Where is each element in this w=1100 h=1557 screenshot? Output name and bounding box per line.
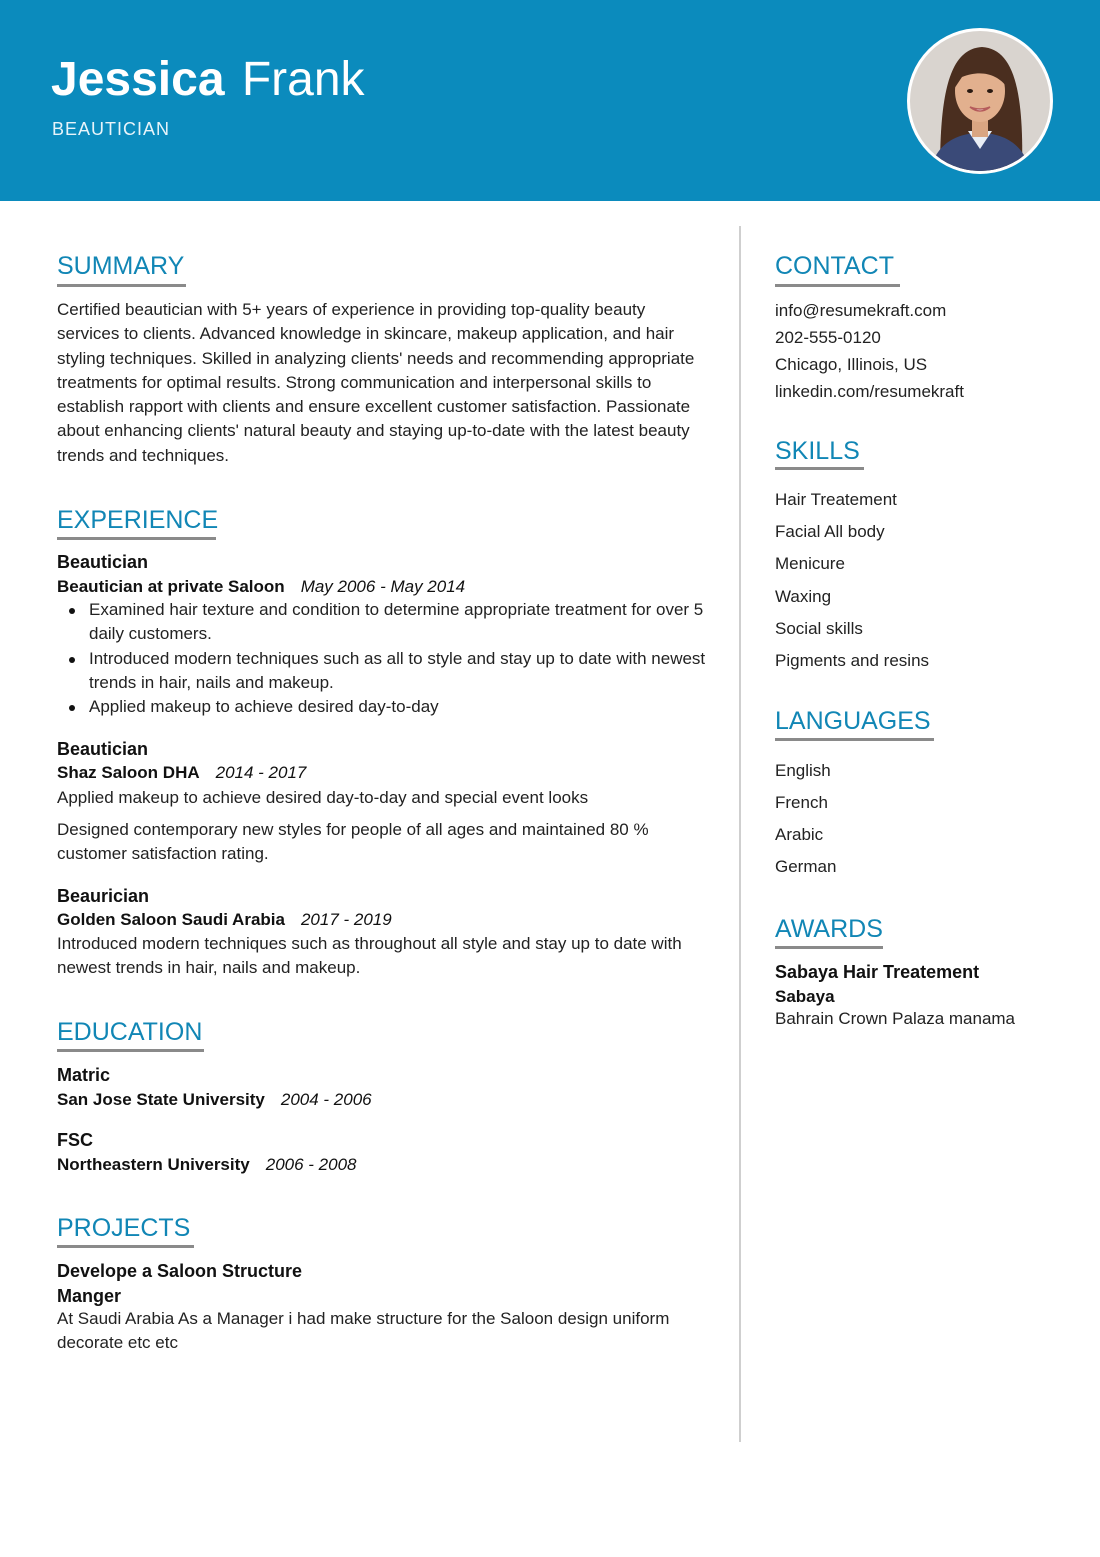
job-3-title: Beaurician (57, 886, 150, 906)
job-2-company: Shaz Saloon DHA (57, 763, 200, 782)
profile-photo-icon (910, 31, 1050, 171)
education-heading: EDUCATION (57, 1018, 203, 1046)
education-1-line (57, 1089, 372, 1111)
job-2-desc-1: Applied makeup to achieve desired day-to-day and special event looks (57, 788, 589, 807)
job-2-company-line (57, 762, 306, 784)
education-1-degree: Matric (57, 1065, 111, 1085)
job-1-dates: May 2006 - May 2014 (300, 577, 466, 596)
first-name: Jessica (51, 53, 225, 106)
summary-heading: SUMMARY (57, 252, 185, 280)
skills-list (775, 484, 929, 677)
contact-linkedin[interactable]: linkedin.com/resumekraft (775, 382, 964, 401)
job-title: BEAUTICIAN (52, 119, 171, 139)
education-2-dates: 2006 - 2008 (265, 1155, 357, 1174)
award-1-org: Sabaya (775, 987, 835, 1006)
summary-heading-rule (57, 284, 186, 287)
list-item: English (775, 761, 831, 780)
projects-heading-rule (57, 1245, 194, 1248)
list-item: Introduced modern techniques such as all to style and stay up to date with newest trends in hair, nails and makeup. (57, 647, 707, 696)
contact-location: Chicago, Illinois, US (775, 355, 928, 374)
job-1-title: Beautician (57, 552, 149, 572)
project-1-role: Manger (57, 1286, 122, 1306)
contact-list (775, 297, 964, 405)
contact-phone[interactable]: 202-555-0120 (775, 328, 881, 347)
skills-heading: SKILLS (775, 437, 860, 465)
job-3-dates: 2017 - 2019 (300, 910, 392, 929)
list-item: Arabic (775, 825, 824, 844)
header-banner (0, 0, 1100, 201)
education-2-school: Northeastern University (57, 1155, 250, 1174)
awards-heading-rule (775, 946, 883, 949)
list-item: Facial All body (775, 522, 885, 542)
education-2-line (57, 1154, 356, 1176)
list-item: Pigments and resins (775, 651, 930, 671)
job-2-dates: 2014 - 2017 (215, 763, 307, 782)
job-2-title: Beautician (57, 739, 149, 759)
awards-heading: AWARDS (775, 915, 883, 943)
candidate-name (51, 52, 365, 108)
contact-heading-rule (775, 284, 900, 287)
list-item: German (775, 857, 837, 876)
projects-heading: PROJECTS (57, 1214, 191, 1242)
job-1-bullets (57, 598, 707, 719)
contact-email[interactable]: info@resumekraft.com (775, 301, 947, 320)
list-item: Applied makeup to achieve desired day-to-day (57, 695, 707, 719)
job-3-company: Golden Saloon Saudi Arabia (57, 910, 285, 929)
list-item: Hair Treatement (775, 490, 897, 509)
award-1-place: Bahrain Crown Palaza manama (775, 1009, 1016, 1028)
list-item: Examined hair texture and condition to determine appropriate treatment for over 5 daily customers. (57, 598, 707, 647)
summary-text: Certified beautician with 5+ years of experience in providing top-quality beauty services to clients. Advanced knowledge in skincare, makeup application, and hair styling techniques. Skilled in analyzing clients' needs and recommending appropriate treatments for optimal results. Strong communication and interpersonal skills to establish rapport with clients and ensure excellent customer satisfaction. Passionate about enhancing clients' natural beauty and staying up-to-date with the latest beauty trends and techniques. (57, 300, 695, 465)
languages-list (775, 755, 836, 883)
languages-heading: LANGUAGES (775, 707, 931, 735)
list-item: Waxing (775, 586, 832, 606)
skills-heading-rule (775, 467, 864, 470)
list-item: Menicure (775, 554, 845, 574)
column-divider (739, 226, 741, 1442)
profile-photo (907, 28, 1053, 174)
award-1-title: Sabaya Hair Treatement (775, 962, 980, 982)
list-item: French (775, 793, 828, 812)
job-3-desc: Introduced modern techniques such as throughout all style and stay up to date with newest trends in hair, nails and makeup. (57, 934, 682, 978)
list-item: Social skills (775, 618, 863, 638)
experience-heading: EXPERIENCE (57, 506, 219, 534)
languages-heading-rule (775, 738, 934, 741)
project-1-name: Develope a Saloon Structure (57, 1261, 303, 1281)
education-1-school: San Jose State University (57, 1090, 265, 1109)
education-1-dates: 2004 - 2006 (280, 1090, 372, 1109)
job-2-desc-2: Designed contemporary new styles for people of all ages and maintained 80 % customer satisfaction rating. (57, 820, 649, 864)
last-name: Frank (241, 53, 365, 106)
experience-heading-rule (57, 537, 216, 540)
job-3-company-line (57, 909, 392, 931)
education-heading-rule (57, 1049, 204, 1052)
job-1-company: Beautician at private Saloon (57, 577, 285, 596)
project-1-desc: At Saudi Arabia As a Manager i had make structure for the Saloon design uniform decorate etc etc (57, 1309, 670, 1353)
contact-heading: CONTACT (775, 252, 894, 280)
job-1-company-line (57, 576, 465, 598)
education-2-degree: FSC (57, 1130, 93, 1150)
